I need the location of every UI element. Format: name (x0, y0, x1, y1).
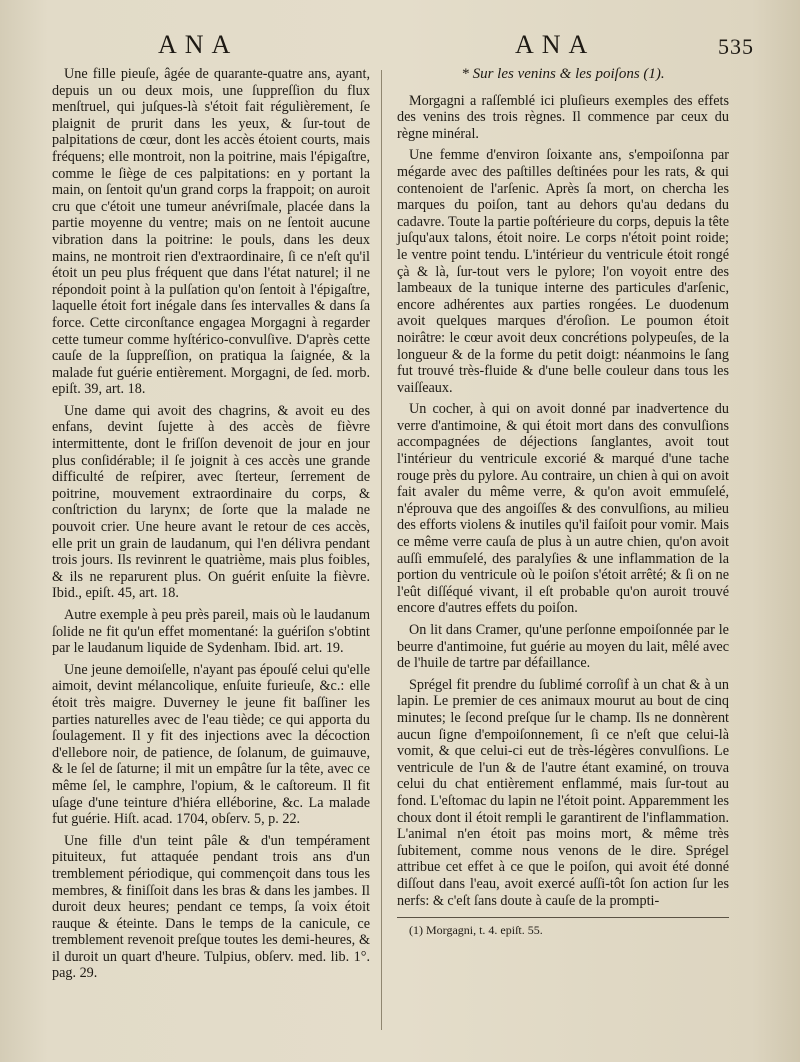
paragraph: Une dame qui avoit des chagrins, & avoit eu des enfans, devint ſujette à des accès de fièvre intermittente, dont le friſſon devenoit de jour en jour plus conſidérable; il ſe joignit à ces accès une grande difficulté de reſpirer, avec ſterteur, ſerrement de poitrine, mouvement extraordinaire du corps, & conſtriction du larynx; de ſorte que la malade ne pouvoit crier. Une heure avant le retour de ces accès, elle prit un grain de laudanum, qui l'en délivra pendant trois jours. Ils revinrent le quatrième, mais plus foibles, & ils ne reparurent plus. On guérit enſuite la fièvre. Ibid., epiſt. 45, art. 18. (52, 402, 370, 602)
paragraph: On lit dans Cramer, qu'une perſonne empoiſonnée par le beurre d'antimoine, fut guérie au moyen du lait, mêlé avec de l'huile de tartre par défaillance. (397, 622, 729, 672)
paragraph: Sprégel fit prendre du ſublimé corroſif à un chat & à un lapin. Le premier de ces animaux mourut au bout de cinq minutes; le ſecond preſque ſur le champ. Ils ne donnèrent aucun ſigne d'empoiſonnement, ſi ce n'eſt que celui-là vomit, & que celui-ci eut de très-légères convulſions. Le ventricule de l'un & de l'autre étant examiné, on trouva celui du chat entièrement enflammé, mais ſur-tout au fond. L'eſtomac du lapin ne l'étoit point. Apparemment les choux dont il étoit rempli le garantirent de l'inflammation. L'animal n'en étoit pas moins mort, & même très ſubitement, comme nous venons de le dire. Sprégel attribue cet effet à ce que le poiſon, qui avoit été donné diſſout dans l'eau, avoit exercé auſſi-tôt ſon action ſur les nerfs: & c'eſt ſans doute à cauſe de la prompti- (397, 676, 729, 909)
column-divider (381, 70, 382, 1030)
section-title: * Sur les venins & les poiſons (1). (461, 66, 665, 82)
paragraph: Une jeune demoiſelle, n'ayant pas épouſé celui qu'elle aimoit, devint mélancolique, enſuite furieuſe, &c.: elle étoit très maigre. Duverney le jeune fit baſſiner les parties naturelles avec de l'eau tiède; ce qui apporta du ſoulagement. Il y fit des injections avec la décoction d'ellebore noir, de patience, de ſolanum, de guimauve, & le ſel de ſaturne; il mit un empâtre ſur la tête, avec ce même ſel, le camphre, l'opium, & le caſtoreum. Il fit uſage d'une teinture d'hiéra elléborine, &c. La malade fut guérie. Hiſt. acad. 1704, obſerv. 5, p. 22. (52, 661, 370, 828)
paragraph: Un cocher, à qui on avoit donné par inadvertence du verre d'antimoine, & qui étoit mort dans des convulſions accompagnées de déjections ſanglantes, avoit tout l'intérieur du ventricule excorié & marqué d'une tache rouge près du pylore. Au contraire, un chien à qui on avoit fait avaler du même verre, & qu'on avoit emmuſelé, n'éprouva que des angoiſſes & des convulſions, au milieu des efforts violens & inutiles qu'il faiſoit pour vomir. Mais ce même verre cauſa de plus à un autre chien, qu'on avoit auſſi emmuſelé, des paralyſies & une inflammation de la portion du ventricule où le poiſon s'étoit arrêté; & ſi on ne l'eût diſſéqué vivant, il eſt probable qu'on auroit trouvé encore d'autres effets du poiſon. (397, 401, 729, 617)
running-head-right: ANA (515, 30, 596, 59)
footnote: (1) Morgagni, t. 4. epiſt. 55. (409, 923, 543, 938)
running-head-left: ANA (158, 30, 239, 59)
right-column (397, 66, 729, 944)
paragraph: Autre exemple à peu près pareil, mais où le laudanum ſolide ne fit qu'un effet momentané: la guériſon s'obtint par le laudanum liquide de Sydenham. Ibid. art. 19. (52, 607, 370, 657)
paragraph: Une femme d'environ ſoixante ans, s'empoiſonna par mégarde avec des paſtilles deſtinées pour les rats, & qui contenoient de l'arſenic. Après ſa mort, on chercha les marques du poiſon, tant au dehors qu'au dedans du cadavre. Toute la partie poſtérieure du corps, depuis la tête juſqu'aux talons, étoit noire. Le corps n'étoit point roide; le ventre point tendu. L'intérieur du ventricule étoit rongé çà & là, ſur-tout vers le pylore; l'on voyoit entre des lambeaux de la tunique interne des particules d'arſenic, encore adhérentes aux parties rongées. Le duodenum avoit quelques marques d'éroſion. Le poumon étoit noirâtre: le cœur avoit deux concrétions polypeuſes, de la longueur & de la forme du petit doigt: néanmoins le ſang fut trouvé très-fluide & d'une belle couleur dans tous les vaiſſeaux. (397, 147, 729, 396)
paragraph: Une fille d'un teint pâle & d'un tempérament pituiteux, fut attaquée pendant trois ans d'un tremblement périodique, qui commençoit dans tous les membres, & finiſſoit dans les bras & dans les jambes. Il duroit deux heures; pendant ce temps, ſa voix étoit rauque & éteinte. Dans le temps de la canicule, ce tremblement revenoit preſque toutes les demi-heures, & il duroit un quart d'heure. Tulpius, obſerv. med. lib. 1°. pag. 29. (52, 832, 370, 982)
page-number: 535 (718, 34, 754, 59)
paragraph: Une fille pieuſe, âgée de quarante-quatre ans, ayant, depuis un ou deux mois, une ſuppreſſion du flux menſtruel, qui juſques-là s'étoit fait régulièrement, ſe plaignit de prurit dans les yeux, & ſur-tout de palpitations de cœur, dont les accès étoient courts, mais fréquens; elle montroit, non la poitrine, mais l'épigaſtre, comme le ſiège de ces palpitations: en y portant la main, on ſentoit qu'un grand corps la frappoit; on auroit cru que c'étoit une tumeur anévriſmale, placée dans la partie moyenne du ventre; mais on ne ſentoit aucune vibration dans la poitrine: le pouls, dans les deux mains, ne montroit rien d'extraordinaire, ſi ce n'eſt qu'il étoit un peu plus fréquent que dans l'état naturel; il ne répondoit point à la pulſation qu'on ſentoit à l'épigaſtre, laquelle étoit fort inégale dans ſes intervalles & dans ſa force. Cette circonſtance engagea Morgagni à regarder cette tumeur comme hyſtérico-convulſive. D'après cette cauſe de la ſuppreſſion, on pratiqua la ſaignée, & la malade fut guérie entièrement. Morgagni, de ſed. morb. epiſt. 39, art. 18. (52, 66, 370, 398)
footnote-rule (397, 917, 729, 918)
paragraph: Morgagni a raſſemblé ici pluſieurs exemples des effets des venins des trois règnes. Il commence par ceux du règne minéral. (397, 92, 729, 142)
left-column (52, 66, 370, 987)
